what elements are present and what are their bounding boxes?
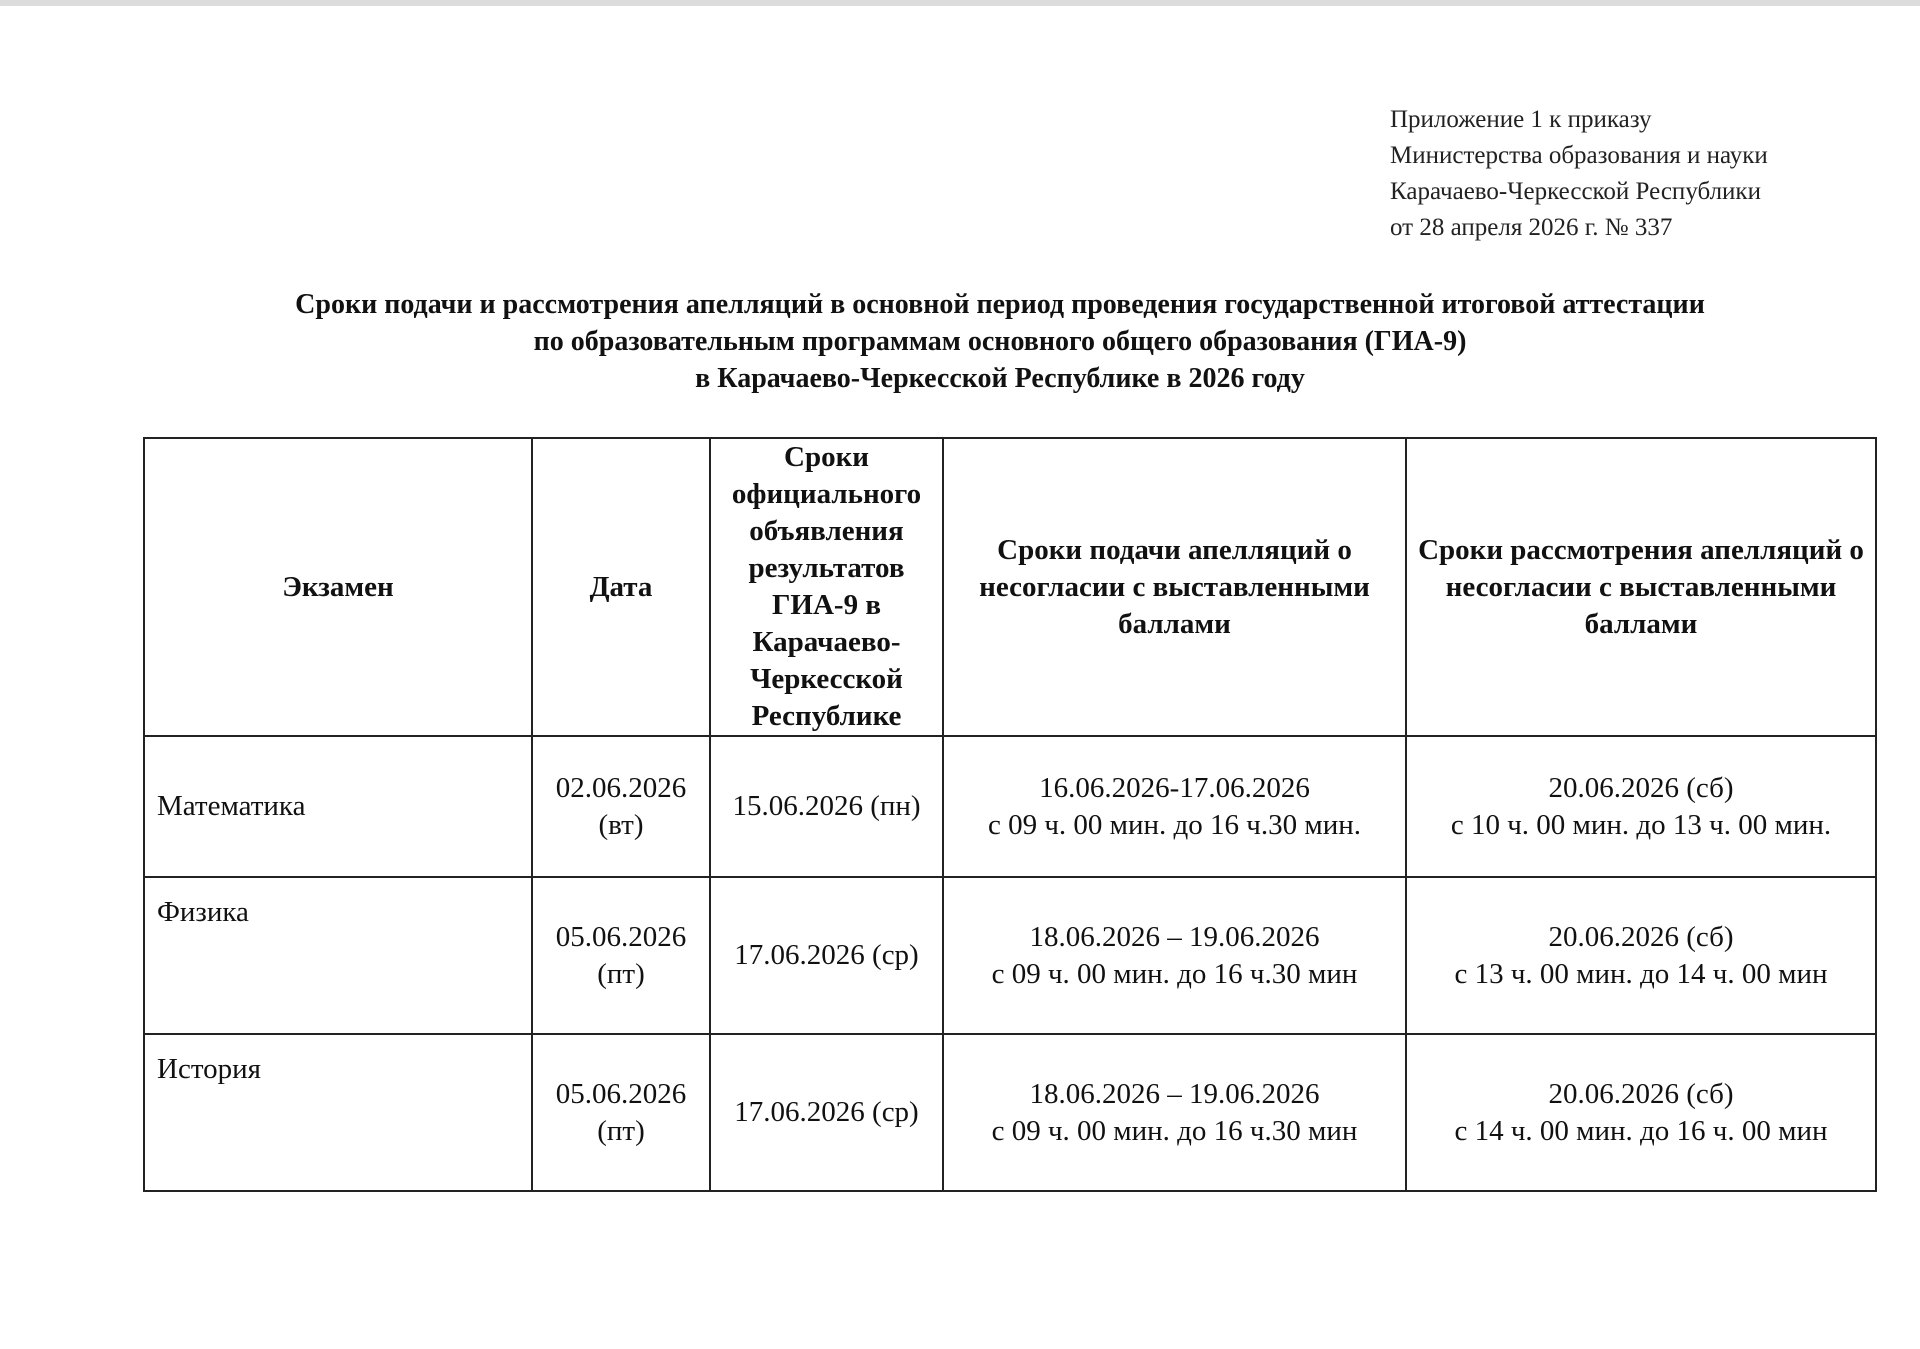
review-time: с 13 ч. 00 мин. до 14 ч. 00 мин	[1454, 957, 1828, 990]
submission-cell	[943, 1034, 1406, 1191]
header-results-announcement: Сроки официального объявления результатов ГИА-9 в Карачаево-Черкесской Республике	[710, 438, 943, 736]
date-cell	[532, 1034, 710, 1191]
date-cell	[532, 877, 710, 1034]
submission-dates: 16.06.2026-17.06.2026	[1039, 771, 1310, 804]
top-edge-strip	[0, 0, 1920, 6]
exam-date: 05.06.2026	[555, 1077, 687, 1110]
submission-time: с 09 ч. 00 мин. до 16 ч.30 мин	[991, 957, 1358, 990]
date-cell	[532, 736, 710, 877]
review-date: 20.06.2026 (сб)	[1548, 920, 1734, 953]
review-time: с 10 ч. 00 мин. до 13 ч. 00 мин.	[1450, 808, 1832, 841]
exam-weekday: (пт)	[597, 1114, 645, 1147]
submission-dates: 18.06.2026 – 19.06.2026	[1029, 1077, 1320, 1110]
exam-weekday: (пт)	[597, 957, 645, 990]
review-date: 20.06.2026 (сб)	[1548, 771, 1734, 804]
header-appeal-submission: Сроки подачи апелляций о несогласии с выставленными баллами	[943, 438, 1406, 736]
appendix-line: Карачаево-Черкесской Республики	[1390, 178, 1761, 205]
submission-cell	[943, 877, 1406, 1034]
exam-date: 05.06.2026	[555, 920, 687, 953]
appendix-line: от 28 апреля 2026 г. № 337	[1390, 214, 1673, 241]
appendix-line: Министерства образования и науки	[1390, 142, 1768, 169]
review-cell	[1406, 1034, 1876, 1191]
appeals-schedule-table	[143, 437, 1877, 1192]
appendix-note	[1390, 102, 1768, 246]
results-cell: 17.06.2026 (ср)	[710, 877, 943, 1034]
review-date: 20.06.2026 (сб)	[1548, 1077, 1734, 1110]
document-title	[100, 286, 1900, 397]
review-time: с 14 ч. 00 мин. до 16 ч. 00 мин	[1454, 1114, 1828, 1147]
appendix-line: Приложение 1 к приказу	[1390, 106, 1652, 133]
results-cell: 17.06.2026 (ср)	[710, 1034, 943, 1191]
header-appeal-review: Сроки рассмотрения апелляций о несогласии с выставленными баллами	[1406, 438, 1876, 736]
review-cell	[1406, 877, 1876, 1034]
table-row	[144, 1034, 1876, 1191]
exam-cell: История	[144, 1034, 532, 1191]
exam-cell: Физика	[144, 877, 532, 1034]
exam-date: 02.06.2026	[555, 771, 687, 804]
exam-weekday: (вт)	[598, 808, 644, 841]
results-cell: 15.06.2026 (пн)	[710, 736, 943, 877]
table-row	[144, 736, 1876, 877]
title-line: в Карачаево-Черкесской Республике в 2026 году	[695, 363, 1305, 394]
header-date: Дата	[532, 438, 710, 736]
submission-time: с 09 ч. 00 мин. до 16 ч.30 мин	[991, 1114, 1358, 1147]
review-cell	[1406, 736, 1876, 877]
title-line: по образовательным программам основного общего образования (ГИА-9)	[533, 326, 1467, 357]
table-row	[144, 877, 1876, 1034]
table-header-row	[144, 438, 1876, 736]
submission-cell	[943, 736, 1406, 877]
exam-cell: Математика	[144, 736, 532, 877]
title-line: Сроки подачи и рассмотрения апелляций в основной период проведения государственной итоговой аттестации	[295, 289, 1705, 320]
submission-time: с 09 ч. 00 мин. до 16 ч.30 мин.	[987, 808, 1362, 841]
header-exam: Экзамен	[144, 438, 532, 736]
submission-dates: 18.06.2026 – 19.06.2026	[1029, 920, 1320, 953]
